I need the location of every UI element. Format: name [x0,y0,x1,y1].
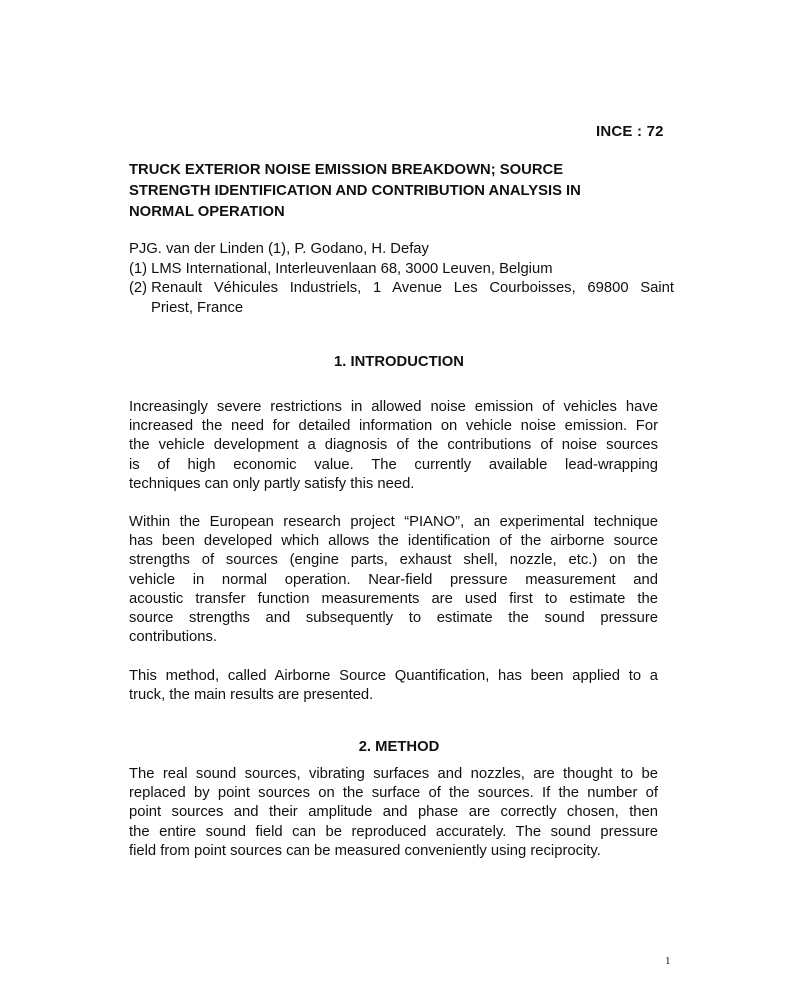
text-line: truck, the main results are presented. [129,687,374,704]
text-line: vehicle in normal operation. Near-field pressure measurement and [129,571,658,588]
page-number: 1 [665,955,671,967]
paper-title [129,160,649,223]
text-line: Increasingly severe restrictions in allowed noise emission of vehicles have [129,399,658,415]
affiliation-text: Renault Véhicules Industriels, 1 Avenue Les Courboisses, 69800 Saint [151,280,674,296]
text-line: acoustic transfer function measurements are used first to estimate the [129,590,658,607]
author-block [129,240,674,318]
paragraph [129,765,658,861]
text-line: Within the European research project “PIANO”, an experimental technique [129,514,658,530]
text-line: strengths of sources (engine parts, exhaust shell, nozzle, etc.) on the [129,552,658,569]
text-line: The real sound sources, vibrating surfaces and nozzles, are thought to be [129,766,658,782]
text-line: increased the need for detailed information on vehicle noise emission. For [129,418,658,435]
paragraph [129,513,658,647]
affiliation-2-continuation: Priest, France [151,299,244,316]
affiliation-number: (2) [129,280,148,296]
document-reference: INCE : 72 [596,123,664,140]
affiliation-number: (1) [129,260,148,277]
text-line: point sources and their amplitude and phase are correctly chosen, then [129,804,658,821]
section-heading-introduction: 1. INTRODUCTION [334,354,464,370]
text-line: source strengths and subsequently to estimate the sound pressure [129,609,658,626]
text-line: This method, called Airborne Source Quantification, has been applied to a [129,668,658,684]
title-line: STRENGTH IDENTIFICATION AND CONTRIBUTION ANALYSIS IN [129,183,581,199]
text-line: field from point sources can be measured conveniently using reciprocity. [129,842,601,859]
text-line: is of high economic value. The currently available lead-wrapping [129,456,658,473]
section-heading-method: 2. METHOD [358,739,440,755]
text-line: techniques can only partly satisfy this need. [129,475,415,492]
title-line: NORMAL OPERATION [129,204,285,220]
affiliation-text: LMS International, Interleuvenlaan 68, 3000 Leuven, Belgium [151,260,553,277]
text-line: replaced by point sources on the surface of the sources. If the number of [129,785,658,802]
affiliation-1 [129,260,674,280]
text-line: contributions. [129,629,218,646]
affiliation-2 [129,279,674,299]
paragraph [129,398,658,494]
text-line: has been developed which allows the identification of the airborne source [129,533,658,550]
text-line: the vehicle development a diagnosis of the contributions of noise sources [129,437,658,454]
title-line: TRUCK EXTERIOR NOISE EMISSION BREAKDOWN; SOURCE [129,162,564,178]
author-names: PJG. van der Linden (1), P. Godano, H. Defay [129,241,429,257]
text-line: the entire sound field can be reproduced accurately. The sound pressure [129,823,658,840]
paragraph [129,667,658,705]
